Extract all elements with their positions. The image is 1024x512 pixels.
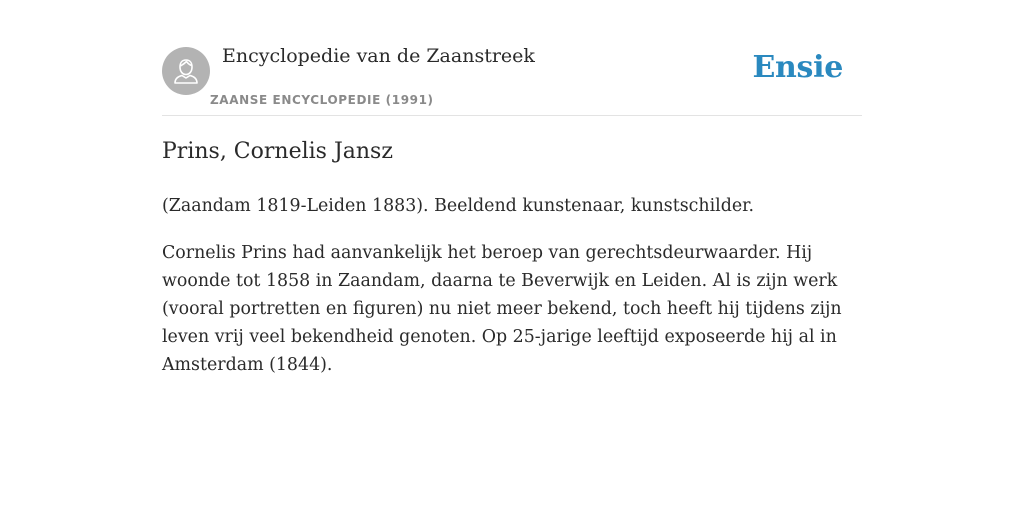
user-icon — [162, 47, 210, 95]
source-header — [162, 0, 862, 116]
page-container — [162, 0, 862, 375]
entry-title: Prins, Cornelis Jansz — [162, 139, 393, 164]
entry-body — [162, 192, 862, 398]
source-title[interactable]: Encyclopedie van de Zaanstreek — [222, 45, 535, 67]
avatar[interactable] — [162, 47, 210, 95]
brand-logo[interactable]: Ensie — [752, 50, 843, 85]
entry-paragraph: Cornelis Prins had aanvankelijk het beroep van gerechtsdeurwaarder. Hij woonde tot 1858 in Zaandam, daarna te Beverwijk en Leiden. Al is zijn werk (vooral portretten en figuren) nu niet meer bekend, toch heeft hij tijdens zijn leven vrij veel bekendheid genoten. Op 25-jarige leeftijd exposeerde hij al in Amsterdam (1844). — [162, 243, 842, 375]
source-subtitle: ZAANSE ENCYCLOPEDIE (1991) — [210, 93, 434, 107]
entry-paragraph: (Zaandam 1819-Leiden 1883). Beeldend kunstenaar, kunstschilder. — [162, 196, 755, 216]
